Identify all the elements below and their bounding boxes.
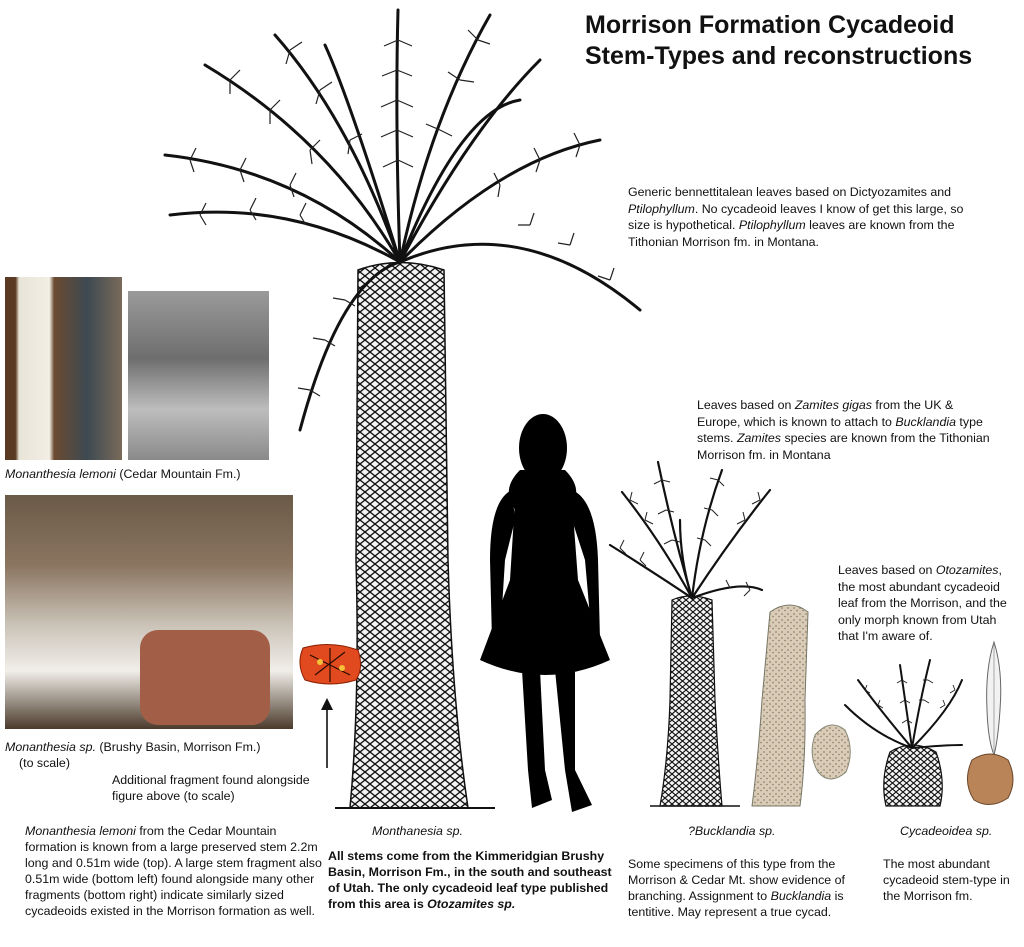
text-body: is tentitive. May represent a true cycad. [628, 889, 844, 919]
caption-italic: Monanthesia lemoni [5, 467, 116, 481]
cycadeoidea-note: The most abundant cycadeoid stem-type in the Morrison fm. [883, 857, 1010, 903]
note-text: species are known from the Tithonian Morrison fm. in Montana [697, 431, 990, 462]
label-monthanesia: Monthanesia sp. [372, 824, 463, 838]
bottom-left-text [25, 823, 325, 919]
note-text: Leaves based on [838, 563, 936, 577]
note-italic: Zamites [736, 431, 782, 445]
fossil-fragment-red [300, 644, 361, 684]
stem-fragment [140, 630, 270, 725]
bucklandia-stem-fossil [752, 605, 808, 806]
zamites-note [697, 397, 992, 463]
caption-italic: Monanthesia sp. [5, 740, 96, 754]
bucklandia-reconstruction [610, 462, 770, 806]
label-bucklandia: ?Bucklandia sp. [688, 824, 776, 838]
page-title-line1: Morrison Formation Cycadeoid [585, 11, 955, 39]
note-text: type stems. [697, 414, 983, 445]
generic-leaves-note [628, 184, 973, 250]
human-silhouette [480, 414, 610, 812]
note-italic: Bucklandia [895, 414, 956, 429]
label-cycadeoidea: Cycadeoidea sp. [900, 824, 993, 838]
arrow-up-icon [321, 698, 333, 768]
cycadeoidea-trunk [884, 745, 943, 806]
text-body: from the Cedar Mountain formation is known from a large preserved stem 2.2m long and 0.51m wide (top). A large stem fragment also 0.51m wide (bottom left) found alongside many other fragments (bottom right) indicate similarly sized cycadeoids existed in the Morrison formation as well. [25, 824, 322, 918]
note-text: , the most abundant cycadeoid leaf from the Morrison, and the only morph known from Utah that I'm aware of. [838, 563, 1007, 643]
photo-two-men-fossils [128, 291, 269, 460]
cycadeoidea-reconstruction [845, 660, 962, 806]
bucklandia-trunk [660, 596, 722, 806]
photo-big-caption [5, 739, 305, 771]
cycadeoidea-stem-fossil [967, 754, 1013, 805]
note-text: leaves are known from the Tithonian Morrison fm. in Montana. [628, 218, 955, 249]
fragment-note: Additional fragment found alongside figure above (to scale) [112, 773, 310, 803]
photo-top-caption [5, 465, 285, 483]
page-title-line2: Stem-Types and reconstructions [585, 42, 973, 70]
text-body: All stems come from the Kimmeridgian Brushy Basin, Morrison Fm., in the south and southeast of Utah. The only cycadeoid leaf type published from this area is [328, 849, 612, 911]
bucklandia-note [628, 856, 868, 920]
fossil-fragment-small [812, 725, 850, 779]
monthanesia-trunk [350, 263, 468, 809]
photo-man-with-stem-fragment [5, 495, 293, 729]
note-text: from the UK & Europe, which is known to attach to [697, 398, 954, 429]
note-italic: Otozamites [935, 563, 999, 577]
note-text: Generic bennettitalean leaves based on Dictyozamites [628, 185, 927, 199]
note-italic: Zamites gigas [794, 398, 872, 412]
bottom-center-text [328, 848, 613, 912]
otozamites-note [838, 562, 1018, 645]
page-title [585, 10, 1015, 72]
note-text: Leaves based on [697, 398, 795, 412]
text-italic: Otozamites sp. [427, 897, 516, 911]
note-italic: Ptilophyllum [628, 201, 695, 216]
caption-scale: (to scale) [19, 756, 70, 770]
note-italic: Ptilophyllum [738, 218, 806, 232]
photo-stem-with-man [5, 277, 122, 460]
text-italic: Bucklandia [770, 889, 832, 903]
text-italic: Monanthesia lemoni [25, 824, 136, 838]
caption-text: (Cedar Mountain Fm.) [115, 467, 241, 481]
caption-text: (Brushy Basin, Morrison Fm.) [95, 740, 261, 754]
note-text: . No cycadeoid leaves I know of get this large, so size is hypothetical. [628, 201, 964, 232]
text-body: Some specimens of this type from the Morrison & Cedar Mt. show evidence of branching. Assignment to [628, 857, 845, 903]
note-text: and [930, 185, 952, 199]
